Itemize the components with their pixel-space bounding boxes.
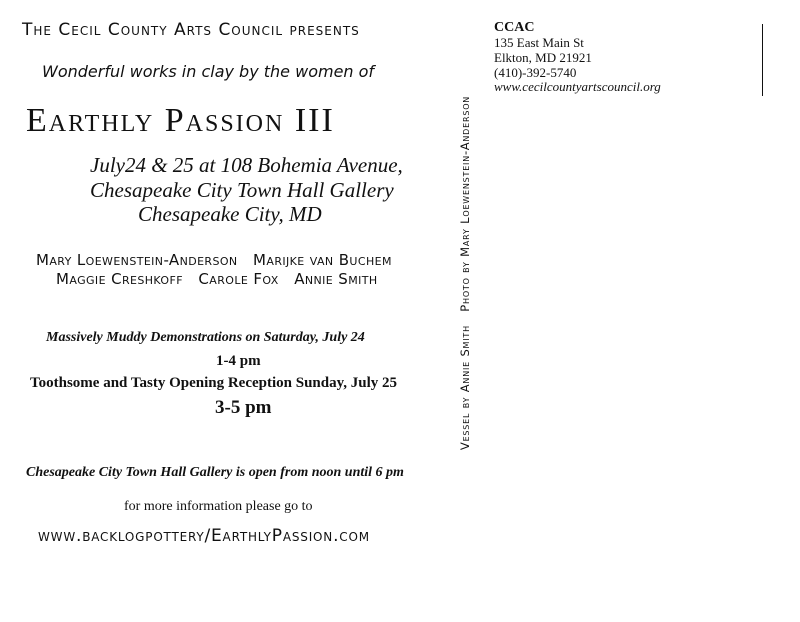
more-info-text: for more information please go to: [124, 499, 313, 514]
return-address-phone: (410)-392-5740: [494, 65, 577, 80]
event-title: Earthly Passion III: [26, 102, 335, 139]
reception-time: 3-5 pm: [215, 397, 272, 418]
artists-line-2: Maggie Creshkoff Carole Fox Annie Smith: [56, 270, 378, 288]
reception-event: Toothsome and Tasty Opening Reception Sunday, July 25: [30, 375, 398, 391]
return-address-name: CCAC: [494, 20, 535, 35]
date-line-1: July24 & 25 at 108 Bohemia Avenue,: [90, 153, 403, 177]
demo-time: 1-4 pm: [216, 353, 261, 369]
photo-credit-container: [454, 50, 476, 495]
tagline: Wonderful works in clay by the women of: [42, 62, 375, 81]
return-address-street: 135 East Main St: [494, 35, 584, 50]
date-line-2: Chesapeake City Town Hall Gallery: [90, 178, 394, 202]
postage-divider: [762, 24, 763, 96]
return-address-web[interactable]: www.cecilcountyartscouncil.org: [494, 79, 661, 94]
photo-credit: Vessel by Annie Smith Photo by Mary Loewenstein-Anderson: [458, 95, 472, 450]
presenter-line: The Cecil County Arts Council presents: [22, 20, 360, 40]
return-address-city: Elkton, MD 21921: [494, 50, 592, 65]
artists-line-1: Mary Loewenstein-Anderson Marijke van Buchem: [36, 251, 392, 269]
website-link[interactable]: www.backlogpottery/EarthlyPassion.com: [38, 526, 370, 546]
gallery-hours: Chesapeake City Town Hall Gallery is open from noon until 6 pm: [26, 465, 404, 480]
date-line-3: Chesapeake City, MD: [138, 202, 322, 226]
demo-event: Massively Muddy Demonstrations on Saturday, July 24: [46, 330, 365, 345]
